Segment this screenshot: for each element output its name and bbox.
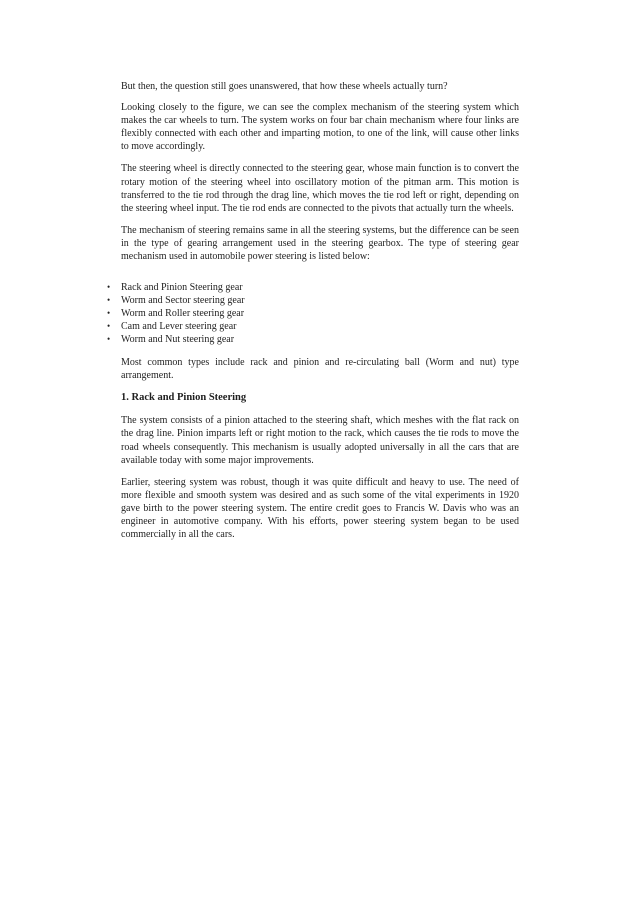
section-heading: 1. Rack and Pinion Steering bbox=[121, 392, 247, 404]
bullet-icon: • bbox=[107, 308, 111, 319]
list-item bbox=[107, 333, 519, 346]
history-paragraph: Earlier, steering system was robust, though it was quite difficult and heavy to use. The need of more flexible and smooth system was desired and as such some of the vital experiments in 1920 gave birth to the power steering system. The entire credit goes to Francis W. Davis who was an engineer in automotive company. With his efforts, power steering system began to be used commercially in all the cars. bbox=[121, 476, 519, 541]
document-body bbox=[107, 80, 519, 541]
steering-wheel-paragraph: The steering wheel is directly connected to the steering gear, whose main function is to convert the rotary motion of the steering wheel into oscillatory motion of the pitman arm. This motion is transferred to the tie rod through the drag line, which moves the tie rod left or right, depending on the steering wheel input. The tie rod ends are connected to the pivots that actually turn the wheels. bbox=[121, 163, 519, 214]
list-item-label: Worm and Sector steering gear bbox=[121, 295, 245, 307]
list-item-label: Cam and Lever steering gear bbox=[121, 321, 237, 333]
list-item bbox=[107, 307, 519, 320]
gear-types-intro-paragraph: The mechanism of steering remains same in all the steering systems, but the difference can be seen in the type of gearing arrangement used in the steering gearbox. The type of steering gear mechanism used in automobile power steering is listed below: bbox=[121, 224, 519, 263]
gear-type-list bbox=[107, 281, 519, 346]
list-item-label: Worm and Nut steering gear bbox=[121, 334, 235, 346]
list-item-label: Worm and Roller steering gear bbox=[121, 308, 245, 320]
common-types-paragraph: Most common types include rack and pinion and re-circulating ball (Worm and nut) type arrangement. bbox=[121, 357, 519, 382]
intro-paragraph: But then, the question still goes unanswered, that how these wheels actually turn? bbox=[121, 81, 448, 92]
list-item bbox=[107, 281, 519, 294]
mechanism-paragraph: Looking closely to the figure, we can see the complex mechanism of the steering system which makes the car wheels to turn. The system works on four bar chain mechanism where four links are flexibly connected with each other and imparting motion, to one of the link, will cause other links to move accordingly. bbox=[121, 102, 519, 153]
list-item-label: Rack and Pinion Steering gear bbox=[121, 282, 243, 294]
bullet-icon: • bbox=[107, 295, 111, 306]
bullet-icon: • bbox=[107, 334, 111, 345]
bullet-icon: • bbox=[107, 321, 111, 332]
bullet-icon: • bbox=[107, 282, 111, 293]
list-item bbox=[107, 320, 519, 333]
list-item bbox=[107, 294, 519, 307]
rack-pinion-paragraph: The system consists of a pinion attached to the steering shaft, which meshes with the flat rack on the drag line. Pinion imparts left or right motion to the rack, which causes the tie rods to move the road wheels consequently. This mechanism is usually adopted universally in all the cars that are available today with some major improvements. bbox=[121, 415, 519, 466]
